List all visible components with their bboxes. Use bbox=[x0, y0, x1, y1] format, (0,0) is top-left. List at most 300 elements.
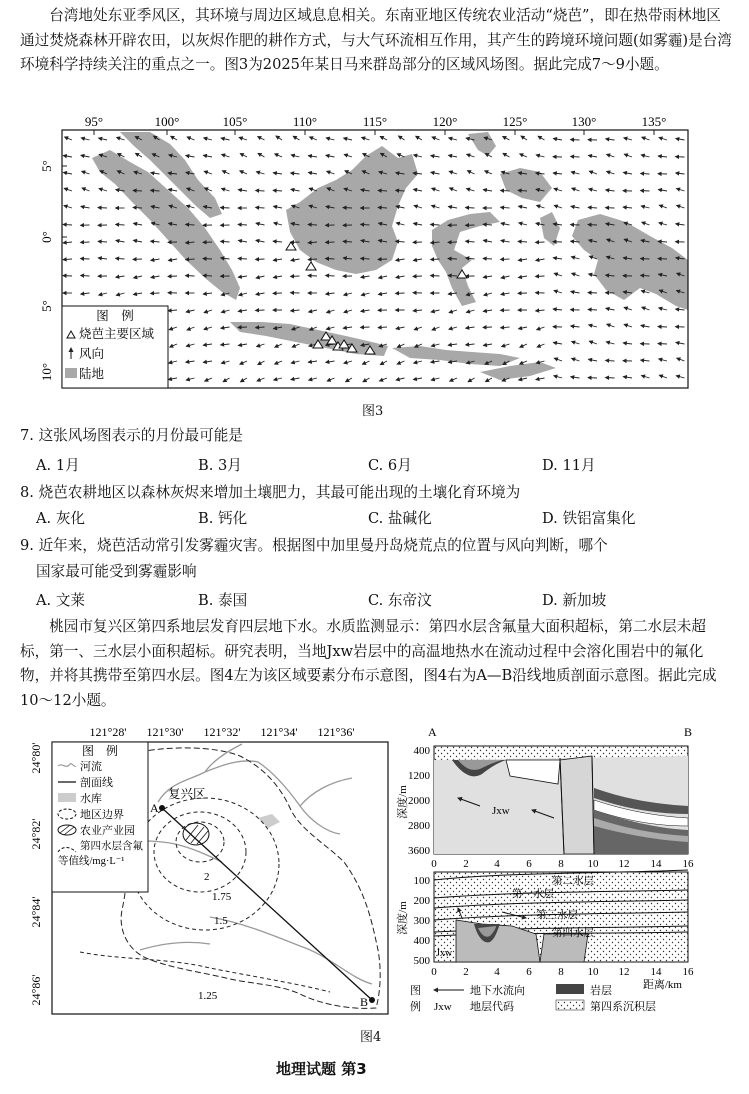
wind-arrow bbox=[98, 258, 107, 259]
point-b-marker bbox=[369, 997, 375, 1003]
wind-arrow bbox=[553, 309, 562, 310]
wind-arrow bbox=[326, 361, 335, 362]
wind-arrow bbox=[273, 241, 282, 242]
wind-arrow bbox=[291, 155, 299, 157]
wind-arrow bbox=[378, 259, 387, 260]
wind-arrow bbox=[588, 207, 597, 208]
wind-arrow bbox=[554, 291, 562, 294]
wind-arrow bbox=[449, 310, 457, 313]
wind-arrow bbox=[659, 138, 667, 141]
wind-arrow bbox=[239, 293, 247, 295]
wind-arrow bbox=[258, 153, 265, 157]
wind-arrow bbox=[449, 138, 457, 140]
wind-arrow bbox=[413, 276, 422, 277]
wind-arrow bbox=[240, 171, 247, 174]
wind-arrow bbox=[273, 173, 282, 174]
wind-arrow bbox=[554, 273, 562, 276]
wind-arrow bbox=[413, 310, 422, 311]
wind-arrow bbox=[63, 224, 72, 225]
wind-arrow bbox=[486, 378, 493, 382]
wind-arrow bbox=[308, 276, 317, 277]
wind-arrow bbox=[676, 376, 684, 378]
question-7-option[interactable]: C. 6月 bbox=[368, 457, 412, 474]
wind-arrow bbox=[606, 360, 615, 361]
wind-arrow bbox=[397, 154, 404, 157]
wind-arrow bbox=[327, 310, 335, 313]
wind-arrow bbox=[238, 344, 247, 346]
wind-arrow bbox=[641, 173, 650, 174]
question-9-stem-line1: 9. 近年来，烧芭活动常引发雾霾灾害。根据图中加里曼丹岛烧荒点的位置与风向判断，哪个 bbox=[20, 537, 608, 554]
wind-arrow bbox=[81, 138, 89, 140]
wind-arrow bbox=[396, 276, 405, 278]
wind-arrow bbox=[676, 173, 685, 174]
wind-arrow bbox=[501, 276, 509, 278]
wind-arrow bbox=[537, 327, 545, 330]
wind-arrow bbox=[642, 307, 650, 310]
wind-arrow bbox=[677, 205, 685, 208]
wind-arrow bbox=[362, 137, 370, 140]
wind-arrow bbox=[676, 139, 685, 141]
wind-arrow bbox=[308, 224, 317, 225]
wind-arrow bbox=[81, 206, 90, 208]
wind-arrow bbox=[116, 224, 125, 225]
wind-arrow bbox=[518, 259, 527, 260]
top-x-tick: 16 bbox=[682, 858, 694, 870]
wind-arrow bbox=[309, 188, 317, 191]
borneo-land bbox=[286, 146, 418, 274]
wind-arrow bbox=[450, 378, 457, 381]
wind-arrow bbox=[501, 223, 510, 225]
legend-item: 水库 bbox=[80, 793, 102, 805]
wind-arrow bbox=[448, 259, 457, 260]
wind-arrow bbox=[326, 293, 335, 294]
wind-arrow bbox=[431, 310, 439, 312]
wind-arrow bbox=[203, 155, 212, 157]
isoline-label: 1.5 bbox=[214, 915, 228, 927]
wind-arrow bbox=[519, 378, 527, 380]
wind-arrow bbox=[326, 259, 335, 260]
wind-arrow bbox=[432, 188, 440, 191]
wind-arrow bbox=[203, 293, 212, 294]
wind-arrow bbox=[396, 259, 405, 260]
wind-arrow bbox=[99, 189, 107, 192]
point-a-marker bbox=[159, 805, 165, 811]
wind-arrow bbox=[397, 361, 404, 364]
wind-arrow bbox=[483, 327, 492, 328]
wind-arrow bbox=[431, 172, 440, 174]
wind-arrow bbox=[238, 258, 247, 259]
wind-arrow bbox=[502, 344, 510, 347]
question-8-option[interactable]: C. 盐碱化 bbox=[368, 510, 432, 527]
wind-arrow bbox=[378, 293, 387, 295]
wind-arrow bbox=[658, 156, 667, 157]
wind-arrow bbox=[414, 206, 422, 209]
question-9-option[interactable]: B. 泰国 bbox=[198, 592, 248, 609]
wind-arrow bbox=[204, 327, 212, 329]
wind-arrow bbox=[501, 207, 510, 208]
wind-arrow bbox=[466, 310, 474, 312]
wind-arrow bbox=[238, 190, 247, 191]
lon-label: 130° bbox=[571, 114, 597, 129]
wind-arrow bbox=[431, 344, 439, 346]
wind-arrow bbox=[642, 376, 650, 379]
wind-arrow bbox=[64, 188, 72, 191]
top-x-tick: 0 bbox=[431, 858, 437, 870]
wind-arrow bbox=[361, 258, 370, 259]
wind-arrow bbox=[344, 310, 352, 312]
wind-arrow bbox=[501, 190, 510, 191]
wind-arrow bbox=[588, 155, 597, 157]
wind-arrow bbox=[204, 171, 212, 174]
wind-arrow bbox=[326, 155, 335, 157]
wind-arrow bbox=[291, 361, 299, 363]
wind-arrow bbox=[116, 240, 125, 242]
wind-arrow bbox=[362, 361, 369, 364]
wind-arrow bbox=[291, 189, 300, 191]
wind-arrow bbox=[658, 344, 667, 345]
wind-arrow bbox=[501, 259, 510, 260]
question-7-option[interactable]: D. 11月 bbox=[542, 457, 596, 474]
lat-label: 24°86' bbox=[29, 974, 43, 1006]
burning-area-triangle bbox=[286, 242, 296, 250]
wind-arrow bbox=[64, 206, 72, 209]
wind-arrow bbox=[240, 154, 247, 158]
figure-4-left-map bbox=[0, 722, 400, 1022]
wind-arrow bbox=[501, 240, 510, 242]
wind-arrow bbox=[98, 208, 107, 209]
lesser-sunda-land bbox=[392, 346, 520, 366]
bottom-x-tick: 10 bbox=[587, 966, 599, 978]
wind-arrow bbox=[641, 155, 649, 157]
legend-item: 风向 bbox=[79, 347, 105, 361]
wind-arrow bbox=[344, 293, 352, 295]
wind-arrow bbox=[205, 378, 212, 381]
top-depth-tick: 1200 bbox=[408, 770, 430, 782]
wind-arrow bbox=[554, 376, 562, 378]
wind-arrow bbox=[518, 276, 527, 278]
wind-arrow bbox=[273, 259, 282, 260]
wind-arrow bbox=[607, 171, 615, 174]
wind-arrow bbox=[572, 273, 580, 276]
wind-arrow bbox=[414, 189, 423, 191]
wind-arrow bbox=[361, 293, 369, 295]
wind-arrow bbox=[503, 136, 510, 140]
wind-arrow bbox=[571, 377, 580, 378]
wind-arrow bbox=[292, 344, 299, 347]
wind-arrow bbox=[536, 155, 544, 157]
wind-arrow bbox=[221, 344, 230, 345]
wind-arrow bbox=[238, 276, 247, 277]
wind-arrow bbox=[520, 344, 527, 347]
wind-arrow bbox=[414, 155, 422, 157]
wind-arrow bbox=[187, 206, 195, 209]
wind-arrow bbox=[221, 361, 229, 363]
wind-arrow bbox=[623, 377, 632, 378]
wind-arrow bbox=[468, 378, 474, 382]
land-areas bbox=[92, 132, 688, 380]
wind-arrow bbox=[589, 189, 597, 191]
top-depth-tick: 3600 bbox=[408, 845, 430, 857]
wind-arrow bbox=[275, 154, 282, 157]
lon-label: 110° bbox=[292, 114, 318, 129]
question-7-option[interactable]: A. 1月 bbox=[36, 457, 80, 474]
wind-arrow bbox=[676, 224, 685, 225]
sediment-icon bbox=[556, 1000, 584, 1010]
bottom-depth-tick: 300 bbox=[413, 915, 430, 927]
lon-label: 121°36' bbox=[317, 725, 355, 739]
legend2-jxw: Jxw bbox=[434, 1001, 452, 1013]
top-depth-title: 深度/m bbox=[397, 785, 409, 819]
bottom-depth-tick: 200 bbox=[413, 895, 430, 907]
figure-3-wind-map bbox=[0, 110, 749, 400]
wind-arrow bbox=[275, 361, 282, 364]
wind-arrow bbox=[256, 276, 264, 278]
wind-arrow bbox=[151, 259, 160, 260]
moluccas-land bbox=[540, 212, 560, 246]
question-8-option[interactable]: B. 钙化 bbox=[198, 510, 248, 527]
wind-arrow bbox=[346, 378, 352, 382]
wind-arrow bbox=[572, 358, 580, 361]
wind-arrow bbox=[607, 154, 615, 157]
wind-arrow bbox=[203, 361, 212, 362]
bottom-x-tick: 2 bbox=[463, 966, 469, 978]
wind-arrow bbox=[116, 276, 125, 277]
wind-arrow bbox=[432, 137, 440, 140]
wind-arrow bbox=[222, 189, 230, 192]
wind-arrow bbox=[519, 206, 528, 208]
wind-arrow bbox=[275, 344, 282, 347]
wind-arrow bbox=[99, 138, 107, 140]
wind-arrow bbox=[82, 188, 90, 191]
wind-arrow bbox=[553, 258, 562, 259]
wind-arrow bbox=[151, 173, 160, 174]
wind-arrow bbox=[588, 293, 597, 294]
wind-arrow bbox=[449, 327, 457, 329]
wind-arrow bbox=[276, 136, 282, 140]
wind-arrow bbox=[82, 171, 90, 174]
wind-arrow bbox=[258, 361, 265, 365]
aquifer-label: 第三水层 bbox=[536, 910, 578, 921]
wind-arrow bbox=[518, 241, 527, 242]
wind-arrow bbox=[483, 310, 492, 311]
wind-arrow bbox=[309, 310, 317, 312]
land-swatch-icon bbox=[65, 368, 77, 378]
wind-arrow bbox=[238, 240, 247, 242]
wind-arrow bbox=[521, 136, 527, 140]
bottom-x-tick: 6 bbox=[526, 966, 532, 978]
wind-arrow bbox=[501, 293, 510, 295]
wind-arrow bbox=[63, 156, 72, 158]
lon-label: 115° bbox=[362, 114, 388, 129]
wind-arrow bbox=[378, 327, 387, 328]
wind-arrow bbox=[171, 136, 177, 140]
legend2-title-1: 图 bbox=[410, 985, 421, 997]
question-9-option[interactable]: D. 新加坡 bbox=[542, 592, 607, 609]
wind-arrow bbox=[485, 171, 492, 174]
wind-arrow bbox=[571, 156, 580, 157]
wind-arrow bbox=[134, 276, 142, 278]
wind-arrow bbox=[221, 241, 230, 242]
lon-label: 135° bbox=[641, 114, 667, 129]
wind-arrow bbox=[572, 188, 580, 191]
wind-arrow bbox=[414, 327, 422, 330]
question-7-option[interactable]: B. 3月 bbox=[198, 457, 242, 474]
wind-arrow bbox=[310, 137, 318, 140]
wind-arrow bbox=[308, 361, 317, 362]
wind-arrow bbox=[589, 359, 598, 361]
wind-arrow bbox=[658, 190, 667, 192]
page-footer: 地理试题 第3 bbox=[276, 1060, 367, 1078]
wind-arrow bbox=[536, 276, 545, 277]
aquifer-label: 第一水层 bbox=[512, 889, 554, 900]
top-x-tick: 14 bbox=[650, 858, 662, 870]
wind-arrow bbox=[186, 224, 195, 225]
wind-arrow bbox=[133, 293, 142, 295]
wind-arrow bbox=[326, 327, 334, 329]
fig4-left-legend bbox=[52, 742, 148, 892]
wind-arrow bbox=[571, 140, 580, 141]
wind-arrow bbox=[380, 361, 387, 365]
lon-label: 121°32' bbox=[203, 725, 241, 739]
wind-arrow bbox=[467, 171, 474, 174]
reservoir-icon bbox=[58, 793, 76, 802]
question-9-stem-line2: 国家最可能受到雾霾影响 bbox=[36, 563, 197, 580]
wind-arrow bbox=[274, 378, 282, 380]
wind-arrow bbox=[413, 259, 422, 261]
wind-arrow bbox=[221, 138, 229, 140]
wind-arrow bbox=[327, 378, 334, 381]
wind-arrow bbox=[431, 259, 440, 260]
wind-arrow bbox=[641, 325, 650, 327]
top-x-tick: 4 bbox=[494, 858, 500, 870]
wind-arrow bbox=[274, 206, 283, 208]
wind-arrow bbox=[168, 310, 177, 311]
legend-item: 农业产业园 bbox=[80, 825, 135, 837]
wind-arrow bbox=[448, 207, 457, 209]
wind-arrow bbox=[239, 137, 247, 140]
lat-label: 10° bbox=[39, 362, 54, 382]
wind-arrow bbox=[238, 310, 247, 311]
wind-arrow bbox=[258, 137, 265, 141]
question-9-option[interactable]: C. 东帝汶 bbox=[368, 592, 432, 609]
wind-arrow bbox=[624, 138, 632, 140]
wind-arrow bbox=[450, 188, 458, 191]
wind-arrow bbox=[606, 139, 615, 140]
wind-arrow bbox=[168, 189, 177, 191]
question-9-option[interactable]: A. 文莱 bbox=[36, 592, 86, 609]
wind-arrow bbox=[257, 344, 265, 347]
wind-arrow bbox=[186, 156, 195, 158]
wind-arrow bbox=[136, 153, 143, 157]
wind-arrow bbox=[308, 156, 317, 157]
x-axis-title: 距离/km bbox=[642, 979, 682, 991]
wind-arrow bbox=[466, 327, 475, 328]
rock-layer-icon bbox=[556, 984, 584, 994]
wind-arrow bbox=[291, 378, 300, 380]
wind-arrow bbox=[538, 136, 544, 140]
wind-arrow bbox=[256, 259, 265, 260]
wind-arrow bbox=[397, 344, 404, 347]
wind-arrow bbox=[572, 342, 580, 345]
wind-arrow bbox=[326, 275, 335, 276]
legend-item: 剖面线 bbox=[80, 777, 113, 789]
wind-arrow bbox=[221, 327, 230, 328]
wind-arrow bbox=[133, 190, 142, 191]
lon-label: 121°34' bbox=[260, 725, 298, 739]
wind-arrow bbox=[414, 361, 422, 363]
wind-arrow bbox=[432, 206, 440, 209]
wind-arrow bbox=[483, 276, 492, 277]
wind-arrow bbox=[117, 137, 125, 140]
bottom-depth-tick: 400 bbox=[413, 935, 430, 947]
question-7-stem: 7. 这张风场图表示的月份最可能是 bbox=[20, 427, 243, 444]
legend-item: 烧芭主要区域 bbox=[79, 327, 155, 341]
point-a-label: A bbox=[150, 801, 159, 815]
agri-park-icon bbox=[58, 825, 76, 835]
wind-arrow bbox=[221, 208, 230, 209]
wind-arrow bbox=[343, 327, 352, 328]
wind-arrow bbox=[222, 171, 229, 174]
wind-arrow bbox=[63, 172, 72, 174]
lon-label: 105° bbox=[222, 114, 248, 129]
bottom-depth-tick: 100 bbox=[413, 875, 430, 887]
wind-arrow bbox=[536, 310, 545, 311]
wind-arrow bbox=[624, 307, 632, 310]
wind-arrow bbox=[624, 154, 632, 157]
wind-arrow bbox=[256, 240, 265, 242]
wind-arrow bbox=[483, 344, 492, 346]
wind-arrow bbox=[554, 358, 562, 361]
wind-arrow bbox=[553, 139, 562, 141]
question-8-option[interactable]: A. 灰化 bbox=[36, 510, 86, 527]
wind-arrow bbox=[501, 327, 510, 328]
wind-arrow bbox=[607, 324, 615, 327]
wind-arrow bbox=[449, 171, 457, 174]
wind-arrow bbox=[170, 344, 177, 347]
bottom-depth-title: 深度/m bbox=[397, 901, 409, 935]
wind-arrow bbox=[449, 155, 458, 157]
wind-arrow bbox=[204, 310, 212, 313]
wind-arrow bbox=[431, 361, 440, 362]
wind-arrow bbox=[133, 207, 142, 208]
wind-arrow bbox=[256, 223, 265, 225]
wind-arrow bbox=[553, 173, 562, 174]
wind-arrow bbox=[659, 205, 667, 208]
intro-paragraph-1: 台湾地处东亚季风区，其环境与周边区域息息相关。东南亚地区传统农业活动“烧芭”，即在热带雨林地区通过焚烧森林开辟农田，以灰烬作肥的耕作方式，与大气环流相互作用，其产生的跨境环境问题(如雾霾)是台湾环境科学持续关注的重点之一。图3为2025年某日马来群岛部分的区域风场图。据此完成7～9小题。 bbox=[20, 7, 732, 73]
top-x-tick: 6 bbox=[526, 858, 532, 870]
question-8-option[interactable]: D. 铁铝富集化 bbox=[542, 510, 636, 527]
top-depth-tick: 400 bbox=[413, 745, 430, 757]
wind-arrow bbox=[134, 223, 143, 225]
wind-arrow bbox=[571, 326, 580, 327]
wind-arrow bbox=[186, 276, 195, 277]
wind-arrow bbox=[63, 259, 72, 260]
wind-arrow bbox=[536, 378, 545, 380]
wind-arrow bbox=[273, 276, 282, 278]
wind-arrow bbox=[431, 224, 440, 225]
wind-arrow bbox=[641, 206, 649, 208]
legend-item: 第四水层含氟 bbox=[80, 841, 143, 852]
lon-label: 121°28' bbox=[89, 725, 127, 739]
wind-arrow bbox=[273, 190, 282, 191]
lon-label: 120° bbox=[432, 114, 458, 129]
wind-arrow bbox=[343, 208, 352, 209]
wind-arrow bbox=[291, 259, 300, 261]
isoline-label: 1.75 bbox=[212, 891, 232, 903]
lon-label: 95° bbox=[84, 114, 104, 129]
wind-arrow bbox=[221, 310, 229, 312]
wind-arrow bbox=[589, 341, 597, 344]
